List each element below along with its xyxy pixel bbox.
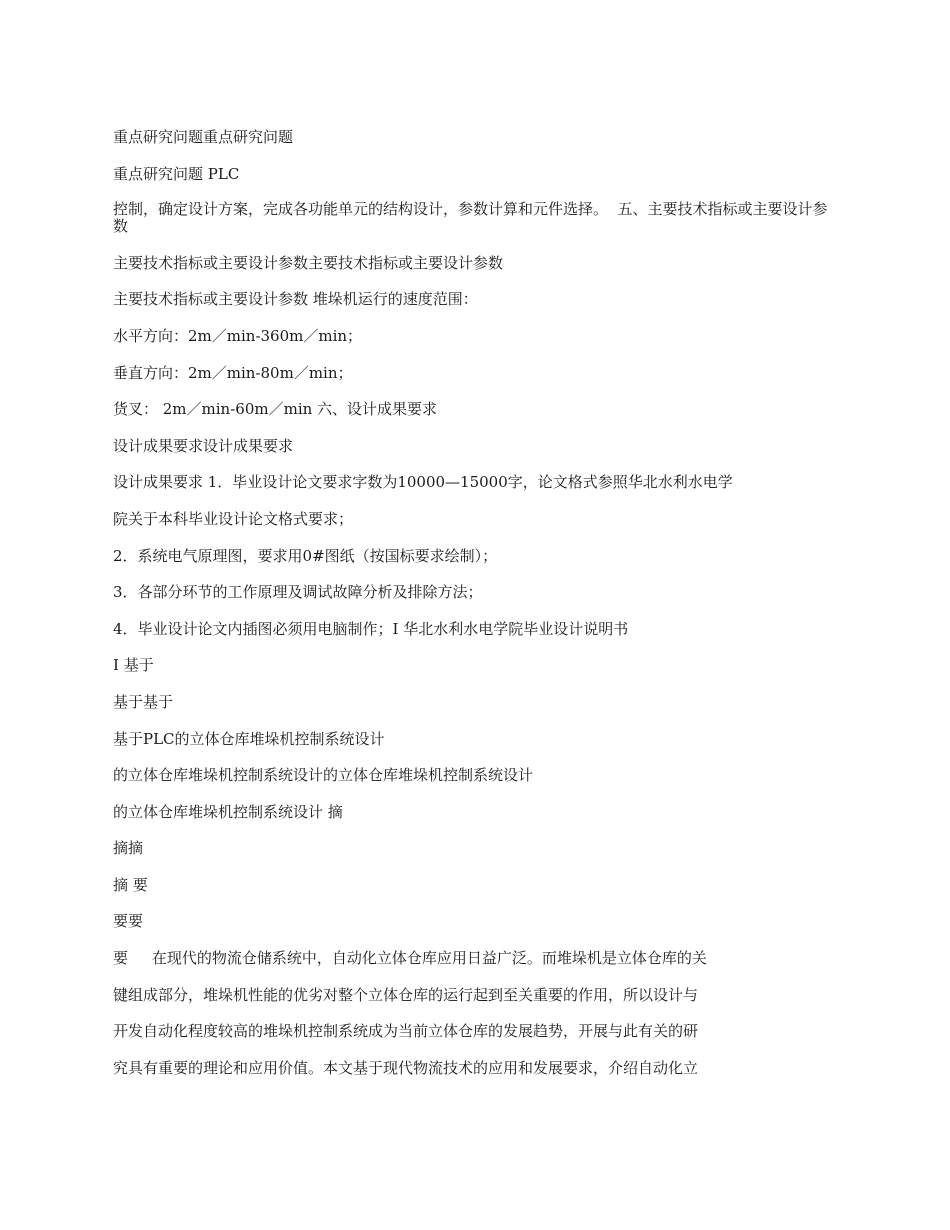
text-line-16: 基于基于 — [113, 692, 174, 711]
text-line-8: 货叉： 2m／min-60m／min 六、设计成果要求 — [113, 400, 438, 419]
text-line-7: 垂直方向：2m／min-80m／min； — [113, 363, 353, 382]
text-line-25: 开发自动化程度较高的堆垛机控制系统成为当前立体仓库的发展趋势，开展与此有关的研 — [113, 1022, 699, 1041]
text-line-13: 3．各部分环节的工作原理及调试故障分析及排除方法； — [113, 583, 483, 602]
text-line-3: 控制，确定设计方案，完成各功能单元的结构设计，参数计算和元件选择。 五、主要技术指标或主要设计参数 — [113, 200, 828, 236]
text-line-18: 的立体仓库堆垛机控制系统设计的立体仓库堆垛机控制系统设计 — [113, 766, 534, 785]
text-line-17: 基于PLC的立体仓库堆垛机控制系统设计 — [113, 729, 385, 748]
text-line-11: 院关于本科毕业设计论文格式要求； — [113, 509, 354, 528]
text-line-15: I 基于 — [113, 656, 154, 675]
text-line-1: 重点研究问题重点研究问题 — [113, 128, 294, 146]
document-body — [113, 128, 833, 1095]
text-line-6: 水平方向：2m／min-360m／min； — [113, 326, 363, 345]
text-line-9: 设计成果要求设计成果要求 — [113, 436, 294, 455]
text-line-19: 的立体仓库堆垛机控制系统设计 摘 — [113, 802, 343, 821]
text-line-20: 摘摘 — [113, 839, 144, 858]
text-line-5: 主要技术指标或主要设计参数 堆垛机运行的速度范围： — [113, 290, 478, 309]
text-line-2: 重点研究问题 PLC — [113, 164, 240, 183]
text-line-14: 4．毕业设计论文内插图必须用电脑制作；I 华北水利水电学院毕业设计说明书 — [113, 619, 629, 638]
text-line-23: 要 在现代的物流仓储系统中，自动化立体仓库应用日益广泛。而堆垛机是立体仓库的关 — [113, 949, 707, 968]
text-line-4: 主要技术指标或主要设计参数主要技术指标或主要设计参数 — [113, 253, 504, 272]
text-line-22: 要要 — [113, 912, 144, 931]
text-line-21: 摘 要 — [113, 875, 148, 894]
text-line-12: 2．系统电气原理图，要求用0#图纸（按国标要求绘制）； — [113, 546, 498, 565]
text-line-10: 设计成果要求 1．毕业设计论文要求字数为10000—15000字，论文格式参照华北水利水电学 — [113, 473, 733, 492]
text-line-26: 究具有重要的理论和应用价值。本文基于现代物流技术的应用和发展要求，介绍自动化立 — [113, 1058, 699, 1077]
text-line-24: 键组成部分，堆垛机性能的优劣对整个立体仓库的运行起到至关重要的作用，所以设计与 — [113, 985, 699, 1004]
